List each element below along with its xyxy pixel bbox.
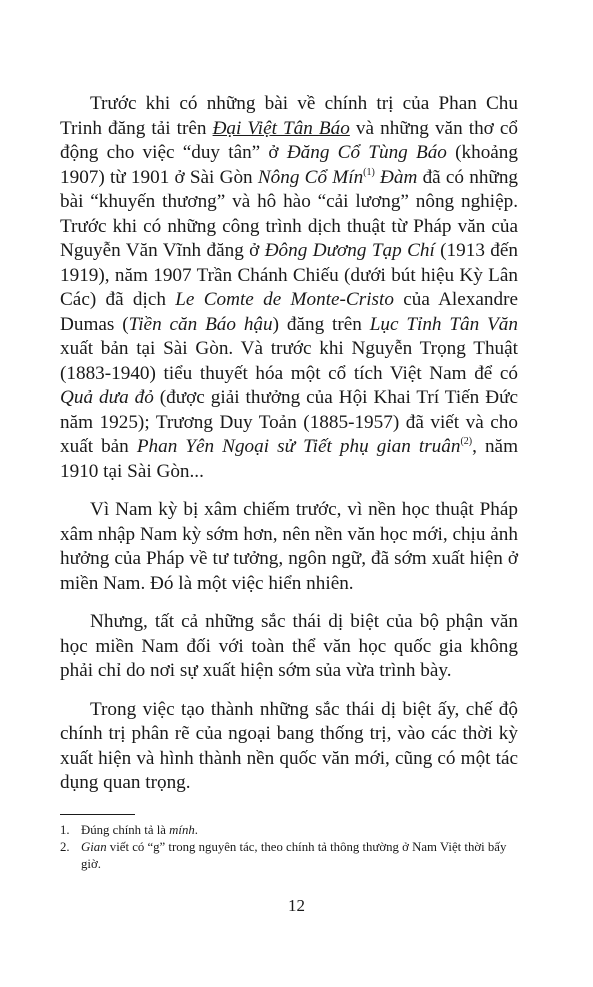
paragraph-1 [60, 92, 518, 484]
text-run: Tiền căn Báo hậu [128, 313, 273, 335]
text-run: Phan Yên Ngoại sử Tiết phụ gian truân [136, 436, 461, 457]
text-run: Lục Tỉnh Tân Văn [369, 313, 518, 335]
page-number: 12 [288, 896, 305, 915]
text-run: Đăng Cổ Tùng Báo [286, 142, 447, 163]
paragraph-2 [60, 498, 518, 596]
text-run: (1913 đến 1919), năm 1907 Trần Chánh Chiếu (dưới bút hiệu Kỳ Lân Các) đã dịch [60, 240, 519, 310]
text-run: viết có “g” trong nguyên tác, theo chính tả thông thường ở Nam Việt thời bấy giờ. [81, 840, 507, 871]
text-run: (được giải thưởng của Hội Khai Trí Tiến Đức năm 1925); Trương Duy Toản (1885-1957) đã viết và cho xuất bản [60, 387, 518, 457]
text-run: , năm 1910 tại Sài Gòn... [60, 436, 518, 482]
footnote-divider [60, 814, 135, 815]
text-run: Nông Cổ Mín [257, 166, 364, 188]
footnote-text [81, 822, 522, 839]
text-run: mính [169, 823, 195, 837]
text-run: Đúng chính tả là [81, 823, 170, 837]
text-run: Le Comte de Monte-Cristo [175, 289, 394, 310]
text-run: và những văn thơ cổ động cho việc “duy tân” ở [60, 117, 518, 163]
text-run: của Alexandre Dumas ( [60, 289, 518, 335]
text-run: Nhưng, tất cả những sắc thái dị biệt của bộ phận văn học miền Nam đối với toàn thể văn học quốc gia không phải chỉ do nơi sự xuất hiện sớm sủa vừa trình bày. [60, 611, 518, 681]
text-run: xuất bản tại Sài Gòn. Và trước khi Nguyễn Trọng Thuật (1883-1940) tiểu thuyết hóa một cổ tích Việt Nam để có [60, 338, 518, 384]
footnote-text [81, 839, 522, 873]
paragraph-3 [60, 610, 518, 684]
text-run: Quả dưa đỏ [60, 387, 154, 408]
footnote-ref: (2) [460, 436, 473, 447]
text-run: . [194, 823, 198, 837]
text-run: Trong việc tạo thành những sắc thái dị biệt ấy, chế độ chính trị phân rẽ của ngoại bang thống trị, vào các thời kỳ xuất hiện và hình thành nền quốc văn mới, cũng có một tác dụng quan trọng. [60, 698, 518, 793]
footnote-ref: (1) [363, 166, 375, 178]
footnote-1 [60, 822, 522, 839]
text-run: Đông Dương Tạp Chí [264, 240, 435, 261]
text-run: ) đăng trên [272, 313, 370, 335]
text-run: Đàm [374, 166, 418, 188]
footnote-2 [60, 839, 522, 873]
body-text [60, 92, 518, 810]
text-run: đã có những bài “khuyến thương” và hô hào “cải lương” nông nghiệp. Trước khi có những công trình dịch thuật từ Pháp văn của Nguyễn Văn Vĩnh đăng ở [60, 166, 519, 261]
footnotes [60, 822, 522, 873]
text-run: (khoảng 1907) từ 1901 ở Sài Gòn [60, 142, 518, 188]
text-run: Đại Việt Tân Báo [212, 117, 350, 139]
paragraph-4 [60, 698, 518, 796]
text-run: Gian [81, 840, 107, 854]
footnote-number: 1. [60, 823, 70, 837]
text-run: Trước khi có những bài về chính trị của Phan Chu Trinh đăng tải trên [60, 93, 518, 139]
text-run: Vì Nam kỳ bị xâm chiếm trước, vì nền học thuật Pháp xâm nhập Nam kỳ sớm hơn, nên nền văn học mới, chịu ảnh hưởng của Pháp về tư tưởng, ngôn ngữ, đã sớm xuất hiện ở miền Nam. Đó là một việc hiển nhiên. [60, 499, 518, 594]
footnote-number: 2. [60, 840, 70, 854]
